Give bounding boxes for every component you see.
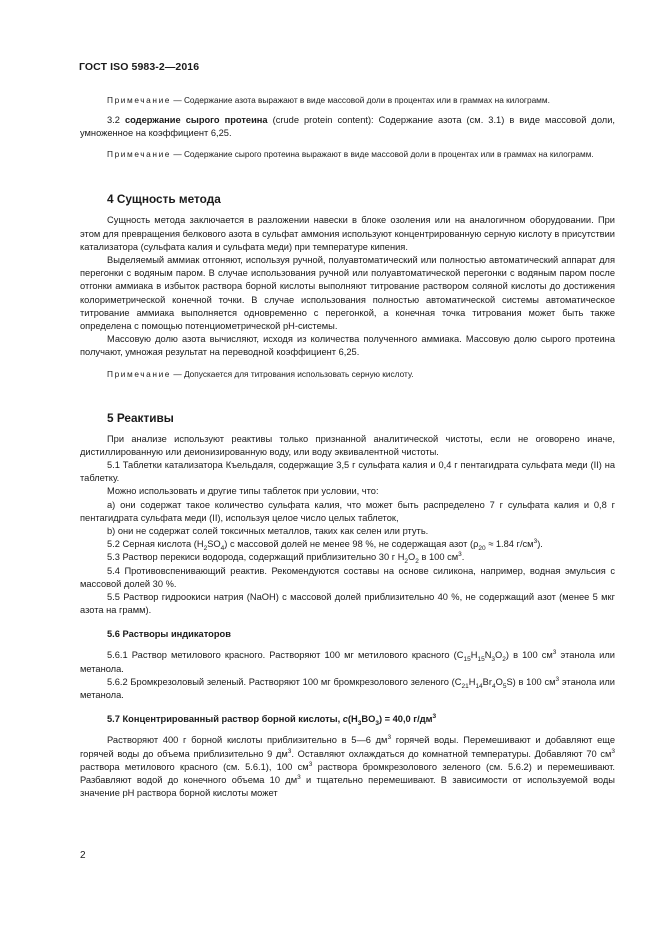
page-number: 2 [80, 850, 86, 861]
item-5-4: 5.4 Противовспенивающий реактив. Рекомендуются составы на основе силикона, например, водная эмульсия с массовой долей 30 %. [80, 565, 615, 589]
note-protein: Примечание — Содержание сырого протеина выражают в виде массовой доли в процентах или в граммах на килограмм. [107, 149, 594, 160]
item-5-6-2: 5.6.2 Бромкрезоловый зеленый. Растворяют 100 мг бромкрезолового зеленого $(C_{21}H_{14}Br_4O_5S)$ в 100 $см^3$ этанола или метанола. [80, 675, 615, 701]
note-titration: Примечание — Допускается для титрования использовать серную кислоту. [107, 368, 414, 379]
note-label: Примечание [107, 95, 172, 105]
subsection-5-6-title: 5.6 Растворы индикаторов [107, 629, 231, 640]
item-5-1-b: b) они не содержат солей токсичных металлов, таких как селен или ртуть. [107, 526, 429, 537]
document-body [80, 94, 615, 800]
definition-3-2: 3.2 содержание сырого протеина (crude protein content): Содержание азота (см. 3.1) в виде массовой доли, умноженное на коэффициент 6,25. [80, 115, 616, 139]
section-4-paragraph-3: Массовую долю азота вычисляют, исходя из количества полученного аммиака. Массовую долю сырого протеина получают, умножая результат на переводной коэффициент 6,25. [80, 334, 615, 358]
section-4-paragraph-2: Выделяемый аммиак отгоняют, используя ручной, полуавтоматический или полностью автоматический аппарат для перегонки с водяным паром. В случае использования ручной или полуавтоматической перегонки с водяным паром после отгонки аммиака в избыток раствора борной кислоты выполняют титрование раствором соляной кислоты до достижения колориметрической конечной точки. В случае использования полностью автоматической системы автоматическое титрование аммиака выполняется одновременно с перегонкой, а конечная точка титрования может быть также определена с помощью потенциометрической pH-системы. [80, 255, 615, 332]
item-5-1-other: Можно использовать и другие типы таблеток при условии, что: [107, 486, 379, 497]
section-4-paragraph-1: Сущность метода заключается в разложении навески в блоке озоления или на аналогичном оборудовании. При этом для превращения белкового азота в сульфат аммония используют концентрированную серную кислоту в присутствии катализатора (сульфата калия и сульфата меди) при температуре кипения. [80, 215, 615, 252]
section-4-title: 4 Сущность метода [107, 192, 221, 207]
item-5-2: 5.2 Серная кислота $(H_2SO_4)$ с массовой долей не менее 98 %, не содержащая азот ($\rho_{20} \approx 1.84$ $г/см^3$). [107, 538, 543, 553]
item-5-1: 5.1 Таблетки катализатора Къельдаля, содержащие 3,5 г сульфата калия и 0,4 г пентагидрата сульфата меди (II) на таблетку. [80, 460, 615, 484]
term-crude-protein: содержание сырого протеина [124, 115, 268, 125]
item-5-7-paragraph: Растворяют 400 г борной кислоты приблизительно в 5—6 $дм^3$ горячей воды. Перемешивают и добавляют еще горячей воды до объема приблизительно 9 $дм^3$. Оставляют охлаждаться до комнатной температуры. Добавляют 70 $см^3$ раствора метилового красного (см. 5.6.1), 100 $см^3$ раствора бромкрезолового зеленого (см. 5.6.2) и перемешивают. Разбавляют водой до конечного объема 10 $дм^3$ и тщательно перемешивают. В зависимости от используемой воды значение pH раствора борной кислоты может [80, 734, 615, 799]
item-5-3: 5.3 Раствор перекиси водорода, содержащий приблизительно 30 г $H_2O_2$ в 100 $см^3$. [107, 551, 465, 566]
note-label: Примечание [107, 149, 172, 160]
item-5-6-1: 5.6.1 Раствор метилового красного. Растворяют 100 мг метилового красного $(C_{15}H_{15}N_3O_2)$ в 100 $см^3$ этанола или метанола. [80, 649, 615, 674]
subsection-5-7-title: 5.7 Концентрированный раствор борной кислоты, $c(H_3BO_3) = 40,0$ $г/дм^3$ [107, 713, 437, 728]
item-5-5: 5.5 Раствор гидроокиси натрия (NaOH) с массовой долей приблизительно 40 %, не содержащий азот (менее 5 мкг азота на грамм). [80, 592, 615, 616]
section-5-intro: При анализе используют реактивы только признанной аналитической чистоты, если не оговорено иначе, дистиллированную или деионизированную воду, или воду эквивалентной чистоты. [80, 433, 615, 457]
note-nitrogen: Примечание — Содержание азота выражают в виде массовой доли в процентах или в граммах на килограмм. [107, 95, 550, 105]
item-5-1-a: а) они содержат такое количество сульфата калия, что может быть распределено 7 г сульфата калия и 0,8 г пентагидрата сульфата меди (II), используя целое число целых таблеток, [80, 499, 615, 523]
section-5-title: 5 Реактивы [107, 410, 174, 425]
document-header: ГОСТ ISO 5983-2—2016 [79, 61, 200, 73]
note-label: Примечание [107, 368, 172, 379]
